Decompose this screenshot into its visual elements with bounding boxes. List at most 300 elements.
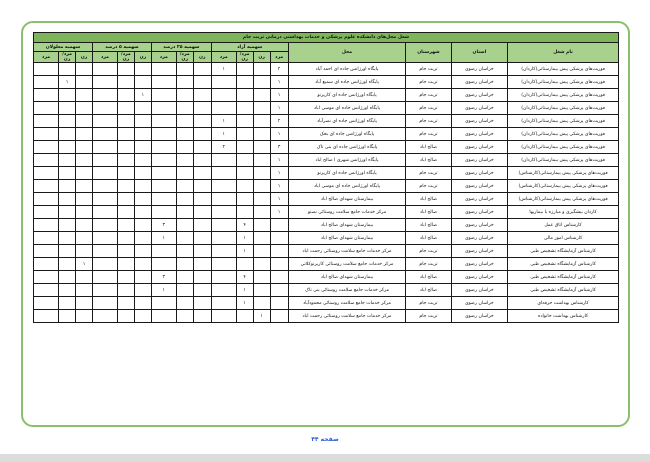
quota-cell: [151, 245, 176, 258]
subcol-either: مرد/زن: [59, 52, 76, 63]
province-cell: خراسان رضوی: [451, 193, 508, 206]
quota-cell: [117, 115, 134, 128]
table-row: [34, 167, 619, 180]
quota-cell: [134, 310, 151, 323]
quota-cell: [193, 284, 211, 297]
city-cell: تربت جام: [406, 76, 451, 89]
subcol-either: مرد/زن: [176, 52, 193, 63]
quota-cell: [117, 167, 134, 180]
location-cell: پایگاه اورژانس جاده ای سمیع آباد: [288, 76, 406, 89]
quota-cell: ۲: [270, 63, 288, 76]
quota-cell: ۱: [270, 154, 288, 167]
city-cell: صالح اباد: [406, 193, 451, 206]
city-cell: صالح اباد: [406, 154, 451, 167]
table-row: [34, 310, 619, 323]
quota-cell: [134, 258, 151, 271]
quota-cell: [34, 76, 59, 89]
location-cell: پایگاه اورژانس جاده ای کاریزنو: [288, 89, 406, 102]
quota-cell: [134, 154, 151, 167]
quota-cell: [59, 102, 76, 115]
job-title-cell: فوریت‌های پزشکی پیش بیمارستانی(کاردان): [508, 76, 619, 89]
table-row: [34, 245, 619, 258]
col-province: استان: [451, 43, 508, 63]
quota-cell: [76, 76, 93, 89]
quota-cell: [253, 115, 270, 128]
city-cell: تربت جام: [406, 115, 451, 128]
quota-cell: [134, 141, 151, 154]
col-location: محل: [288, 43, 406, 63]
subcol-either: مرد/زن: [236, 52, 253, 63]
quota-cell: ۱: [236, 245, 253, 258]
province-cell: خراسان رضوی: [451, 258, 508, 271]
quota-cell: [76, 141, 93, 154]
quota-cell: [59, 284, 76, 297]
table-row: [34, 219, 619, 232]
job-title-cell: کارشناس اتاق عمل: [508, 219, 619, 232]
quota-cell: [193, 180, 211, 193]
subcol-female: زن: [134, 52, 151, 63]
job-title-cell: فوریت‌های پزشکی پیش بیمارستانی(کاردان): [508, 141, 619, 154]
city-cell: صالح اباد: [406, 219, 451, 232]
quota-cell: [93, 180, 118, 193]
subcol-female: زن: [76, 52, 93, 63]
quota-cell: [59, 154, 76, 167]
subcol-male: مرد: [34, 52, 59, 63]
quota-cell: [34, 89, 59, 102]
quota-cell: [93, 193, 118, 206]
quota-cell: ۳: [151, 271, 176, 284]
quota-cell: [270, 232, 288, 245]
quota-cell: ۱: [211, 128, 236, 141]
quota-cell: [151, 128, 176, 141]
quota-cell: [76, 89, 93, 102]
location-cell: پایگاه اورژانس جاده ای نصرآباد: [288, 115, 406, 128]
city-cell: صالح اباد: [406, 271, 451, 284]
quota-cell: [193, 167, 211, 180]
quota-cell: [176, 180, 193, 193]
quota-cell: [176, 128, 193, 141]
city-cell: تربت جام: [406, 258, 451, 271]
quota-cell: [34, 141, 59, 154]
quota-cell: [253, 258, 270, 271]
quota-cell: [93, 167, 118, 180]
quota-cell: [117, 180, 134, 193]
job-title-cell: کارشناس آزمایشگاه تشخیص طبی: [508, 271, 619, 284]
province-cell: خراسان رضوی: [451, 245, 508, 258]
quota-cell: [117, 258, 134, 271]
city-cell: تربت جام: [406, 167, 451, 180]
quota-cell: [134, 297, 151, 310]
quota-cell: [270, 284, 288, 297]
quota-cell: [59, 193, 76, 206]
quota-cell: [117, 245, 134, 258]
col-city: شهرستان: [406, 43, 451, 63]
quota-cell: [176, 154, 193, 167]
city-cell: صالح اباد: [406, 206, 451, 219]
quota-cell: [193, 63, 211, 76]
quota-cell: [59, 89, 76, 102]
location-cell: مرکز خدمات جامع سلامت روستائی رحمت اباد: [288, 310, 406, 323]
quota-cell: [270, 310, 288, 323]
col-quota-disabled: سهمیه معلولان: [34, 43, 93, 52]
quota-cell: [236, 115, 253, 128]
quota-cell: [76, 297, 93, 310]
job-title-cell: کارشناس آزمایشگاه تشخیص طبی: [508, 284, 619, 297]
province-cell: خراسان رضوی: [451, 284, 508, 297]
table-row: [34, 115, 619, 128]
quota-cell: [117, 297, 134, 310]
quota-cell: [211, 245, 236, 258]
quota-cell: [253, 167, 270, 180]
quota-cell: [34, 63, 59, 76]
province-cell: خراسان رضوی: [451, 297, 508, 310]
city-cell: تربت جام: [406, 310, 451, 323]
quota-cell: [193, 206, 211, 219]
job-title-cell: فوریت‌های پزشکی پیش بیمارستانی(کاردان): [508, 63, 619, 76]
quota-cell: [193, 258, 211, 271]
quota-cell: [270, 297, 288, 310]
quota-cell: [134, 102, 151, 115]
province-cell: خراسان رضوی: [451, 154, 508, 167]
quota-cell: [211, 310, 236, 323]
quota-cell: [193, 89, 211, 102]
quota-cell: [193, 102, 211, 115]
location-cell: بیمارستان شهدای صالح اباد: [288, 271, 406, 284]
quota-cell: [134, 115, 151, 128]
quota-cell: [59, 258, 76, 271]
quota-cell: [93, 63, 118, 76]
quota-cell: [117, 271, 134, 284]
quota-cell: [76, 167, 93, 180]
quota-cell: [59, 141, 76, 154]
job-table: [33, 32, 619, 323]
quota-cell: [193, 271, 211, 284]
col-quota-5: سهمیه ۵ درصد: [93, 43, 152, 52]
subcol-male: مرد: [211, 52, 236, 63]
quota-cell: [253, 193, 270, 206]
quota-cell: [151, 115, 176, 128]
province-cell: خراسان رضوی: [451, 128, 508, 141]
quota-cell: ۴: [236, 219, 253, 232]
quota-cell: [117, 232, 134, 245]
quota-cell: ۳: [270, 141, 288, 154]
quota-cell: ۱: [236, 297, 253, 310]
quota-cell: [34, 310, 59, 323]
quota-cell: [34, 193, 59, 206]
quota-cell: [193, 128, 211, 141]
job-title-cell: فوریت‌های پزشکی پیش بیمارستانی(کاردان): [508, 115, 619, 128]
quota-cell: [117, 89, 134, 102]
quota-cell: [253, 271, 270, 284]
quota-cell: [211, 76, 236, 89]
quota-cell: [117, 102, 134, 115]
quota-cell: [76, 232, 93, 245]
quota-cell: [134, 284, 151, 297]
quota-cell: [34, 284, 59, 297]
quota-cell: [93, 258, 118, 271]
job-title-cell: فوریت‌های پزشکی پیش بیمارستانی(کاردان): [508, 128, 619, 141]
quota-cell: ۱: [270, 89, 288, 102]
quota-cell: [176, 310, 193, 323]
quota-cell: ۱: [270, 76, 288, 89]
quota-cell: [193, 245, 211, 258]
quota-cell: [134, 167, 151, 180]
quota-cell: [176, 206, 193, 219]
quota-cell: [93, 206, 118, 219]
quota-cell: [134, 180, 151, 193]
quota-cell: [193, 219, 211, 232]
subcol-either: مرد/زن: [117, 52, 134, 63]
quota-cell: [117, 310, 134, 323]
subcol-male: مرد: [270, 52, 288, 63]
quota-cell: ۱: [270, 180, 288, 193]
quota-cell: [253, 206, 270, 219]
province-cell: خراسان رضوی: [451, 141, 508, 154]
quota-cell: [176, 297, 193, 310]
quota-cell: [176, 219, 193, 232]
job-title-cell: کارشناس بهداشت خانواده: [508, 310, 619, 323]
province-cell: خراسان رضوی: [451, 271, 508, 284]
quota-cell: [193, 232, 211, 245]
quota-cell: [76, 128, 93, 141]
location-cell: پایگاه اورژانس شهری ا صالح اباد: [288, 154, 406, 167]
quota-cell: [117, 219, 134, 232]
quota-cell: ۱: [59, 76, 76, 89]
quota-cell: [93, 284, 118, 297]
location-cell: مرکز خدمات جامع سلامت روستائی کاریزنوکلاتی: [288, 258, 406, 271]
quota-cell: ۱: [211, 115, 236, 128]
subcol-male: مرد: [151, 52, 176, 63]
job-title-cell: فوریت‌های پزشکی پیش بیمارستانی(کارشناس): [508, 193, 619, 206]
quota-cell: [34, 219, 59, 232]
city-cell: تربت جام: [406, 89, 451, 102]
city-cell: تربت جام: [406, 180, 451, 193]
quota-cell: [59, 232, 76, 245]
quota-cell: [211, 258, 236, 271]
job-title-cell: کارشناس بهداشت حرفه‌ای: [508, 297, 619, 310]
quota-cell: [211, 297, 236, 310]
col-quota-25: سهمیه ۲۵ درصد: [151, 43, 211, 52]
quota-cell: [59, 219, 76, 232]
quota-cell: [117, 141, 134, 154]
quota-cell: [117, 193, 134, 206]
quota-cell: [151, 154, 176, 167]
quota-cell: [76, 193, 93, 206]
job-title-cell: فوریت‌های پزشکی پیش بیمارستانی(کاردان): [508, 154, 619, 167]
quota-cell: [34, 167, 59, 180]
quota-cell: [211, 206, 236, 219]
quota-cell: [59, 271, 76, 284]
job-title-cell: کارشناس امور مالی: [508, 232, 619, 245]
location-cell: مرکز خدمات جامع سلامت روستائی نصتو: [288, 206, 406, 219]
quota-cell: [236, 310, 253, 323]
job-title-cell: کارشناس آزمایشگاه تشخیص طبی: [508, 245, 619, 258]
quota-cell: [76, 206, 93, 219]
quota-cell: [59, 245, 76, 258]
table-row: [34, 271, 619, 284]
quota-cell: [253, 232, 270, 245]
quota-cell: [176, 102, 193, 115]
col-quota-free: سهمیه آزاد: [211, 43, 288, 52]
quota-cell: [176, 63, 193, 76]
quota-cell: [134, 193, 151, 206]
location-cell: بیمارستان شهدای صالح اباد: [288, 193, 406, 206]
quota-cell: [151, 258, 176, 271]
quota-cell: [117, 128, 134, 141]
quota-cell: [151, 297, 176, 310]
quota-cell: [76, 115, 93, 128]
quota-cell: [151, 102, 176, 115]
quota-cell: [253, 76, 270, 89]
province-cell: خراسان رضوی: [451, 89, 508, 102]
province-cell: خراسان رضوی: [451, 310, 508, 323]
location-cell: مرکز خدمات جامع سلامت روستائی رحمت اباد: [288, 245, 406, 258]
quota-cell: [76, 245, 93, 258]
quota-cell: [193, 193, 211, 206]
province-cell: خراسان رضوی: [451, 167, 508, 180]
quota-cell: [59, 128, 76, 141]
quota-cell: [93, 115, 118, 128]
quota-cell: [151, 180, 176, 193]
city-cell: تربت جام: [406, 63, 451, 76]
quota-cell: [253, 297, 270, 310]
quota-cell: [59, 167, 76, 180]
table-row: [34, 258, 619, 271]
quota-cell: [176, 141, 193, 154]
quota-cell: [253, 154, 270, 167]
quota-cell: [236, 258, 253, 271]
quota-cell: [76, 180, 93, 193]
city-cell: صالح اباد: [406, 284, 451, 297]
quota-cell: ۱: [270, 102, 288, 115]
quota-cell: ۱: [76, 258, 93, 271]
quota-cell: [253, 89, 270, 102]
quota-cell: ۱: [270, 128, 288, 141]
quota-cell: [76, 219, 93, 232]
job-title-cell: فوریت‌های پزشکی پیش بیمارستانی(کارشناس): [508, 167, 619, 180]
quota-cell: [211, 284, 236, 297]
quota-cell: [134, 206, 151, 219]
quota-cell: [34, 271, 59, 284]
quota-cell: [134, 76, 151, 89]
subcol-male: مرد: [93, 52, 118, 63]
table-body: [34, 63, 619, 323]
quota-cell: [151, 63, 176, 76]
quota-cell: ۱: [134, 89, 151, 102]
quota-cell: [34, 102, 59, 115]
quota-cell: [211, 232, 236, 245]
job-title-cell: فوریت‌های پزشکی پیش بیمارستانی(کاردان): [508, 89, 619, 102]
province-cell: خراسان رضوی: [451, 102, 508, 115]
subcol-female: زن: [253, 52, 270, 63]
province-cell: خراسان رضوی: [451, 206, 508, 219]
city-cell: صالح اباد: [406, 141, 451, 154]
quota-cell: [93, 102, 118, 115]
quota-cell: ۲: [270, 115, 288, 128]
location-cell: پایگاه اورژانس جاده ای بخک: [288, 128, 406, 141]
quota-cell: [134, 271, 151, 284]
table-row: [34, 284, 619, 297]
quota-cell: [76, 310, 93, 323]
quota-cell: [117, 206, 134, 219]
province-cell: خراسان رضوی: [451, 180, 508, 193]
quota-cell: [270, 271, 288, 284]
location-cell: پایگاه اورژانس جاده ای موسی اباد: [288, 180, 406, 193]
quota-cell: [93, 271, 118, 284]
quota-cell: [253, 180, 270, 193]
quota-cell: [236, 63, 253, 76]
quota-cell: [176, 193, 193, 206]
quota-cell: [236, 180, 253, 193]
quota-cell: [34, 232, 59, 245]
quota-cell: [34, 206, 59, 219]
quota-cell: [134, 219, 151, 232]
quota-cell: [253, 63, 270, 76]
quota-cell: [134, 63, 151, 76]
quota-cell: [34, 154, 59, 167]
quota-cell: [151, 193, 176, 206]
quota-cell: [176, 167, 193, 180]
quota-cell: [151, 206, 176, 219]
quota-cell: [253, 128, 270, 141]
quota-cell: [193, 154, 211, 167]
quota-cell: [76, 271, 93, 284]
footer-divider: [0, 454, 650, 462]
location-cell: پایگاه اورژانس جاده ای کاریزنو: [288, 167, 406, 180]
quota-cell: [76, 284, 93, 297]
table-row: [34, 154, 619, 167]
quota-cell: [93, 154, 118, 167]
quota-cell: [211, 193, 236, 206]
page-frame: [21, 21, 630, 427]
quota-cell: [253, 141, 270, 154]
quota-cell: [59, 310, 76, 323]
location-cell: مرکز خدمات جامع سلامت روستائی محمودآباد: [288, 297, 406, 310]
quota-cell: [117, 284, 134, 297]
quota-cell: [59, 115, 76, 128]
quota-cell: [193, 115, 211, 128]
table-row: [34, 297, 619, 310]
location-cell: بیمارستان شهدای صالح اباد: [288, 219, 406, 232]
quota-cell: [211, 102, 236, 115]
table-row: [34, 193, 619, 206]
job-title-cell: فوریت‌های پزشکی پیش بیمارستانی(کاردان): [508, 102, 619, 115]
city-cell: تربت جام: [406, 297, 451, 310]
city-cell: صالح اباد: [406, 232, 451, 245]
quota-cell: ۱: [151, 232, 176, 245]
quota-cell: [76, 154, 93, 167]
quota-cell: [211, 167, 236, 180]
quota-cell: [34, 180, 59, 193]
location-cell: بیمارستان شهدای صالح اباد: [288, 232, 406, 245]
quota-cell: [117, 154, 134, 167]
quota-cell: [34, 128, 59, 141]
quota-cell: [236, 141, 253, 154]
job-title-cell: کاردان بیشگیری و مبارزه با بیماریها: [508, 206, 619, 219]
table-row: [34, 232, 619, 245]
quota-cell: [193, 76, 211, 89]
quota-cell: [193, 310, 211, 323]
quota-cell: [93, 128, 118, 141]
quota-cell: [93, 310, 118, 323]
quota-cell: [151, 141, 176, 154]
quota-cell: [176, 245, 193, 258]
quota-cell: [236, 193, 253, 206]
subcol-female: زن: [193, 52, 211, 63]
table-row: [34, 89, 619, 102]
quota-cell: [134, 128, 151, 141]
quota-cell: [236, 76, 253, 89]
